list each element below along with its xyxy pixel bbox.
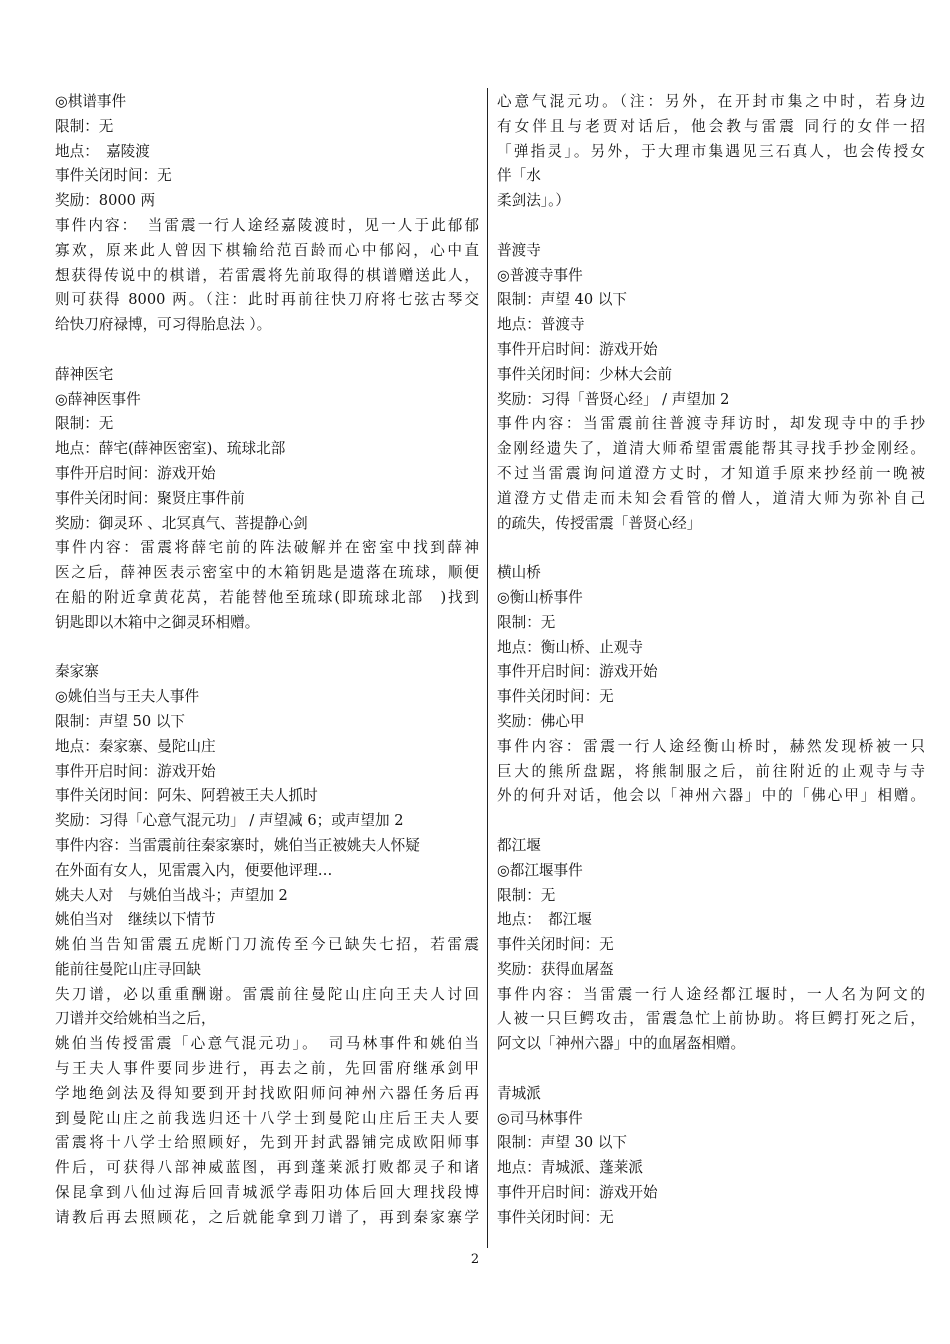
text-line: ◎薛神医事件 bbox=[55, 390, 141, 408]
text-line: 在外面有女人，见雷震入内，便要他评理… bbox=[55, 861, 333, 879]
blank-line bbox=[497, 536, 925, 561]
text-line: 请教后再去照顾花，之后就能拿到刀谱了，再到秦家寨学 bbox=[55, 1208, 479, 1226]
text-line: 事件内容：当雷震前往秦家寨时，姚伯当正被姚夫人怀疑 bbox=[55, 836, 420, 854]
text-line: 奖励：习得「普贤心经」 / 声望加 2 bbox=[497, 390, 730, 408]
text-line: 不过当雷震询问道澄方丈时，才知道手原来抄经前一晚被 bbox=[497, 464, 925, 482]
text-line: 雷震将十八学士给照顾好，先到开封武器铺完成欧阳师事 bbox=[55, 1134, 479, 1152]
text-line: 姚伯当传授雷震「心意气混元功」。 司马林事件和姚伯当 bbox=[55, 1035, 479, 1053]
text-line: 姚伯当对 继续以下情节 bbox=[55, 911, 216, 929]
text-line: 「弹指灵」。另外，于大理市集遇见三石真人，也会传授女 bbox=[497, 142, 925, 160]
text-line: 心意气混元功。（注：另外，在开封市集之中时，若身边 bbox=[497, 93, 925, 110]
left-column bbox=[55, 90, 479, 1231]
text-line: 想获得传说中的棋谱，若雷震将先前取得的棋谱赠送此人， bbox=[55, 266, 479, 284]
text-line: 有女伴且与老贾对话后，他会教与雷震 同行的女伴一招 bbox=[497, 117, 925, 135]
text-line: 事件开启时间：游戏开始 bbox=[497, 1184, 658, 1202]
text-line: 事件开启时间：游戏开始 bbox=[497, 340, 658, 358]
text-line: 普渡寺 bbox=[497, 241, 541, 259]
blank-line bbox=[55, 338, 479, 363]
text-line: 事件关闭时间：阿朱、阿碧被王夫人抓时 bbox=[55, 787, 318, 805]
text-line: 事件关闭时间：无 bbox=[497, 936, 614, 954]
text-line: 事件内容： 当雷震一行人途经嘉陵渡时，见一人于此郁郁 bbox=[55, 216, 479, 234]
text-line: 能前往曼陀山庄寻回缺 bbox=[55, 960, 201, 978]
text-line: 事件关闭时间：少林大会前 bbox=[497, 365, 673, 383]
text-line: 限制：声望 30 以下 bbox=[497, 1134, 628, 1152]
text-line: 地点： 都江堰 bbox=[497, 911, 592, 929]
text-line: 事件关闭时间：聚贤庄事件前 bbox=[55, 489, 245, 507]
text-line: 限制：声望 40 以下 bbox=[497, 291, 628, 309]
text-line: 事件内容：当雷震一行人途经都江堰时，一人名为阿文的 bbox=[497, 985, 925, 1003]
text-line: 刀谱并交给姚柏当之后， bbox=[55, 1010, 216, 1028]
text-line: 巨大的熊所盘踞，将熊制服之后，前往附近的止观寺与寺 bbox=[497, 762, 925, 780]
text-line: ◎姚伯当与王夫人事件 bbox=[55, 688, 200, 706]
blank-line bbox=[497, 214, 925, 239]
text-line: 秦家寨 bbox=[55, 663, 99, 681]
text-line: 寡欢，原来此人曾因下棋输给范百龄而心中郁闷，心中直 bbox=[55, 241, 479, 259]
text-line: 伴「水 bbox=[497, 167, 541, 185]
text-line: 学地绝剑法及得知要到开封找欧阳师问神州六器任务后再 bbox=[55, 1084, 479, 1102]
text-line: ◎司马林事件 bbox=[497, 1109, 583, 1127]
text-line: 失刀谱，必以重重酬谢。雷震前往曼陀山庄向王夫人讨回 bbox=[55, 985, 479, 1003]
column-divider bbox=[487, 88, 488, 1248]
text-line: 奖励：8000 两 bbox=[55, 192, 156, 210]
text-line: 地点：秦家寨、曼陀山庄 bbox=[55, 737, 216, 755]
text-line: 限制：无 bbox=[55, 117, 114, 135]
text-line: 给快刀府禄博，可习得胎息法 ）。 bbox=[55, 316, 272, 334]
text-line: 钥匙即以木箱中之御灵环相赠。 bbox=[55, 613, 260, 631]
text-line: 地点：衡山桥、止观寺 bbox=[497, 638, 643, 656]
text-line: 地点：薛宅(薛神医密室)、琉球北部 bbox=[55, 440, 286, 458]
text-line: 则可获得 8000 两。（注：此时再前往快刀府将七弦古琴交 bbox=[55, 291, 479, 309]
text-line: ◎棋谱事件 bbox=[55, 93, 127, 110]
text-line: ◎普渡寺事件 bbox=[497, 266, 583, 284]
text-line: 薛神医宅 bbox=[55, 365, 114, 383]
text-line: ◎都江堰事件 bbox=[497, 861, 583, 879]
text-line: 奖励：御灵环 、北冥真气、菩提静心剑 bbox=[55, 514, 308, 532]
text-line: 与王夫人事件要同步进行，再去之前，先回雷府继承剑甲 bbox=[55, 1060, 479, 1078]
text-line: 事件开启时间：游戏开始 bbox=[497, 663, 658, 681]
text-line: 事件开启时间：游戏开始 bbox=[55, 762, 216, 780]
text-line: ◎衡山桥事件 bbox=[497, 588, 583, 606]
text-line: 事件关闭时间：无 bbox=[55, 167, 172, 185]
text-line: 奖励：获得血屠盔 bbox=[497, 960, 614, 978]
text-line: 柔剑法」。） bbox=[497, 192, 570, 210]
text-line: 事件内容：当雷震前往普渡寺拜访时，却发现寺中的手抄 bbox=[497, 415, 925, 433]
text-line: 事件关闭时间：无 bbox=[497, 688, 614, 706]
text-line: 金刚经遗失了，道清大师希望雷震能帮其寻找手抄金刚经。 bbox=[497, 440, 925, 458]
text-line: 限制：无 bbox=[55, 415, 114, 433]
text-line: 保昆拿到八仙过海后回青城派学毒阳功体后回大理找段博 bbox=[55, 1184, 479, 1202]
text-line: 人被一只巨鳄攻击，雷震急忙上前协助。将巨鳄打死之后， bbox=[497, 1010, 925, 1028]
text-line: 事件内容：雷震一行人途经衡山桥时，赫然发现桥被一只 bbox=[497, 737, 925, 755]
text-line: 事件内容：雷震将薛宅前的阵法破解并在密室中找到薛神 bbox=[55, 539, 479, 557]
blank-line bbox=[55, 636, 479, 661]
text-line: 限制：无 bbox=[497, 886, 556, 904]
text-line: 地点： 嘉陵渡 bbox=[55, 142, 150, 160]
blank-line bbox=[497, 809, 925, 834]
text-line: 限制：声望 50 以下 bbox=[55, 712, 186, 730]
text-line: 都江堰 bbox=[497, 836, 541, 854]
text-line: 横山桥 bbox=[497, 564, 541, 582]
text-line: 外的何升对话，他会以「神州六器」中的「佛心甲」相赠。 bbox=[497, 787, 925, 805]
text-line: 阿文以「神州六器」中的血屠盔相赠。 bbox=[497, 1035, 746, 1053]
text-line: 事件关闭时间：无 bbox=[497, 1208, 614, 1226]
text-line: 医之后，薛神医表示密室中的木箱钥匙是遗落在琉球，顺便 bbox=[55, 564, 479, 582]
text-line: 道澄方丈借走而未知会看管的僧人，道清大师为弥补自己 bbox=[497, 489, 925, 507]
text-line: 奖励：习得「心意气混元功」 / 声望减 6；或声望加 2 bbox=[55, 812, 404, 830]
text-line: 奖励：佛心甲 bbox=[497, 712, 585, 730]
text-line: 地点：普渡寺 bbox=[497, 316, 585, 334]
text-line: 在船的附近拿黄花莴，若能替他至琉球(即琉球北部 )找到 bbox=[55, 588, 479, 606]
text-line: 事件开启时间：游戏开始 bbox=[55, 464, 216, 482]
text-line: 青城派 bbox=[497, 1084, 541, 1102]
text-line: 姚夫人对 与姚伯当战斗；声望加 2 bbox=[55, 886, 288, 904]
text-line: 件后，可获得八部神威蓝图，再到蓬莱派打败都灵子和诸 bbox=[55, 1159, 479, 1177]
text-line: 姚伯当告知雷震五虎断门刀流传至今已缺失七招，若雷震 bbox=[55, 936, 479, 954]
text-line: 地点：青城派、蓬莱派 bbox=[497, 1159, 643, 1177]
text-line: 限制：无 bbox=[497, 613, 556, 631]
page-number: 2 bbox=[470, 1252, 480, 1267]
right-column bbox=[497, 90, 925, 1231]
blank-line bbox=[497, 1057, 925, 1082]
text-line: 的疏失，传授雷震「普贤心经」 bbox=[497, 514, 702, 532]
text-line: 到曼陀山庄之前我选归还十八学士到曼陀山庄后王夫人要 bbox=[55, 1109, 479, 1127]
